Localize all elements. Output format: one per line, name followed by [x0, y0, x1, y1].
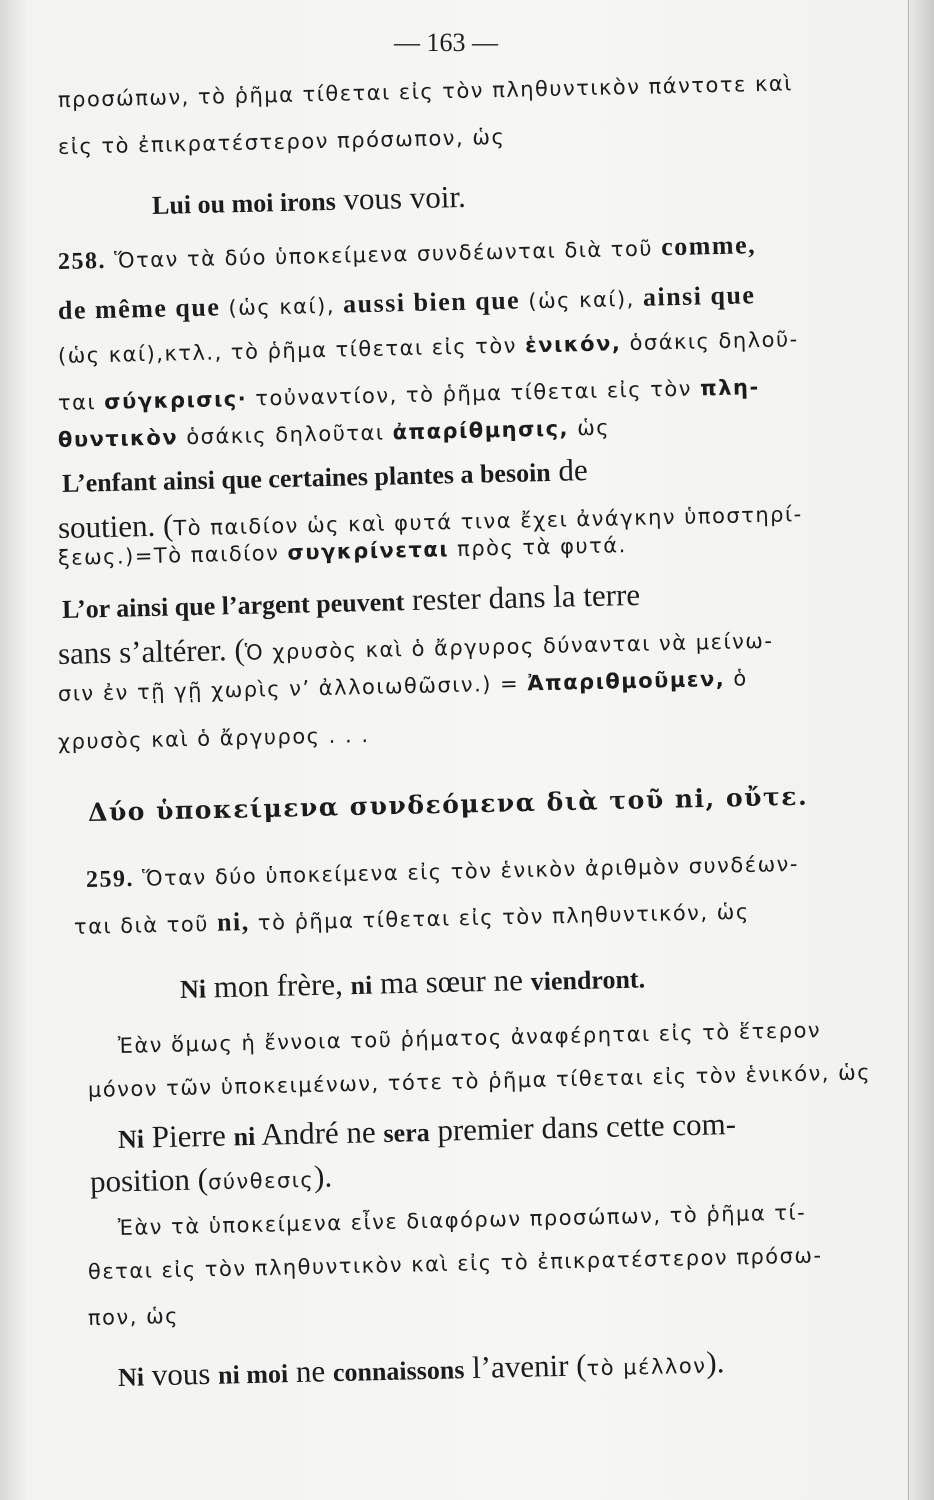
example-translation: ξεως.)=Τὸ παιδίον συγκρίνεται πρὸς τὰ φυτά. [57, 533, 628, 570]
page-edge [908, 0, 934, 1500]
section-258-line3: (ὡς καί),κτλ., τὸ ῥῆμα τίθεται εἰς τὸν ἑνικόν, ὁσάκις δηλοῦ- [57, 327, 799, 368]
text-line: εἰς τὸ ἐπικρατέστερον πρόσωπον, ὡς [57, 124, 506, 159]
example-sentence: position (σύνθεσις). [89, 1158, 333, 1199]
section-258-line1: 258. Ὅταν τὰ δύο ὑποκείμενα συνδέωνται διὰ τοῦ comme, [57, 230, 757, 275]
page-number: — 163 — [394, 28, 498, 57]
text-line: Ἐὰν τὰ ὑποκείμενα εἶνε διαφόρων προσώπων, τὸ ῥῆμα τί- [117, 1200, 807, 1240]
example-sentence: Ni mon frère, ni ma sœur ne viendront. [179, 962, 646, 1005]
example-sentence: Ni Pierre ni André ne sera premier dans cette com- [117, 1105, 737, 1155]
example-translation: χρυσὸς καὶ ὁ ἄργυρος . . . [57, 722, 370, 754]
example-translation: sans s’altérer. (Ὁ χρυσὸς καὶ ὁ ἄργυρος δύνανται νὰ μείνω- [57, 628, 774, 671]
section-number: 259. [85, 865, 135, 893]
section-heading: Δύο ὑποκείμενα συνδεόμενα διὰ τοῦ ni, οὔτε. [87, 781, 809, 827]
example-translation: soutien. (Τὸ παιδίον ὡς καὶ φυτά τινα ἔχει ἀνάγκην ὑποστηρί- [57, 502, 803, 545]
text-line: πον, ὡς [87, 1303, 180, 1330]
section-258-line2: de même que (ὡς καί), aussi bien que (ὡς καί), ainsi que [57, 280, 756, 325]
text-line: θεται εἰς τὸν πληθυντικὸν καὶ εἰς τὸ ἐπικρατέστερον πρόσω- [87, 1243, 823, 1284]
example-sentence: Ni vous ni moi ne connaissons l’avenir (τὸ μέλλον). [117, 1344, 725, 1393]
example-sentence: Lui ou moi irons vous voir. [151, 178, 467, 220]
section-259-line2: ται διὰ τοῦ ni, τὸ ῥῆμα τίθεται εἰς τὸν πληθυντικόν, ὡς [73, 899, 750, 939]
section-number: 258. [57, 247, 107, 275]
section-258-line4: ται σύγκρισις· τοὐναντίον, τὸ ῥῆμα τίθεται εἰς τὸν πλη- [57, 375, 760, 415]
text-line: μόνον τῶν ὑποκειμένων, τότε τὸ ῥῆμα τίθεται εἰς τὸν ἑνικόν, ὡς [87, 1060, 872, 1102]
example-sentence: L’enfant ainsi que certaines plantes a besoin de [61, 452, 589, 498]
section-258-line5: θυντικὸν ὁσάκις δηλοῦται ἀπαρίθμησις, ὡς [57, 415, 611, 452]
example-translation: σιν ἐν τῇ γῇ χωρὶς ν’ ἀλλοιωθῶσιν.) = Ἀπαριθμοῦμεν, ὁ [57, 666, 749, 706]
text-line: Ἐὰν ὅμως ἡ ἔννοια τοῦ ῥήματος ἀναφέρηται εἰς τὸ ἕτερον [117, 1018, 822, 1058]
text-line: προσώπων, τὸ ῥῆμα τίθεται εἰς τὸν πληθυντικὸν πάντοτε καὶ [57, 71, 794, 112]
example-sentence: L’or ainsi que l’argent peuvent rester dans la terre [61, 576, 641, 624]
example-bold: Lui ou moi irons [151, 186, 337, 220]
section-259-line1: 259. Ὅταν δύο ὑποκείμενα εἰς τὸν ἑνικὸν ἀριθμὸν συνδέων- [85, 851, 800, 893]
